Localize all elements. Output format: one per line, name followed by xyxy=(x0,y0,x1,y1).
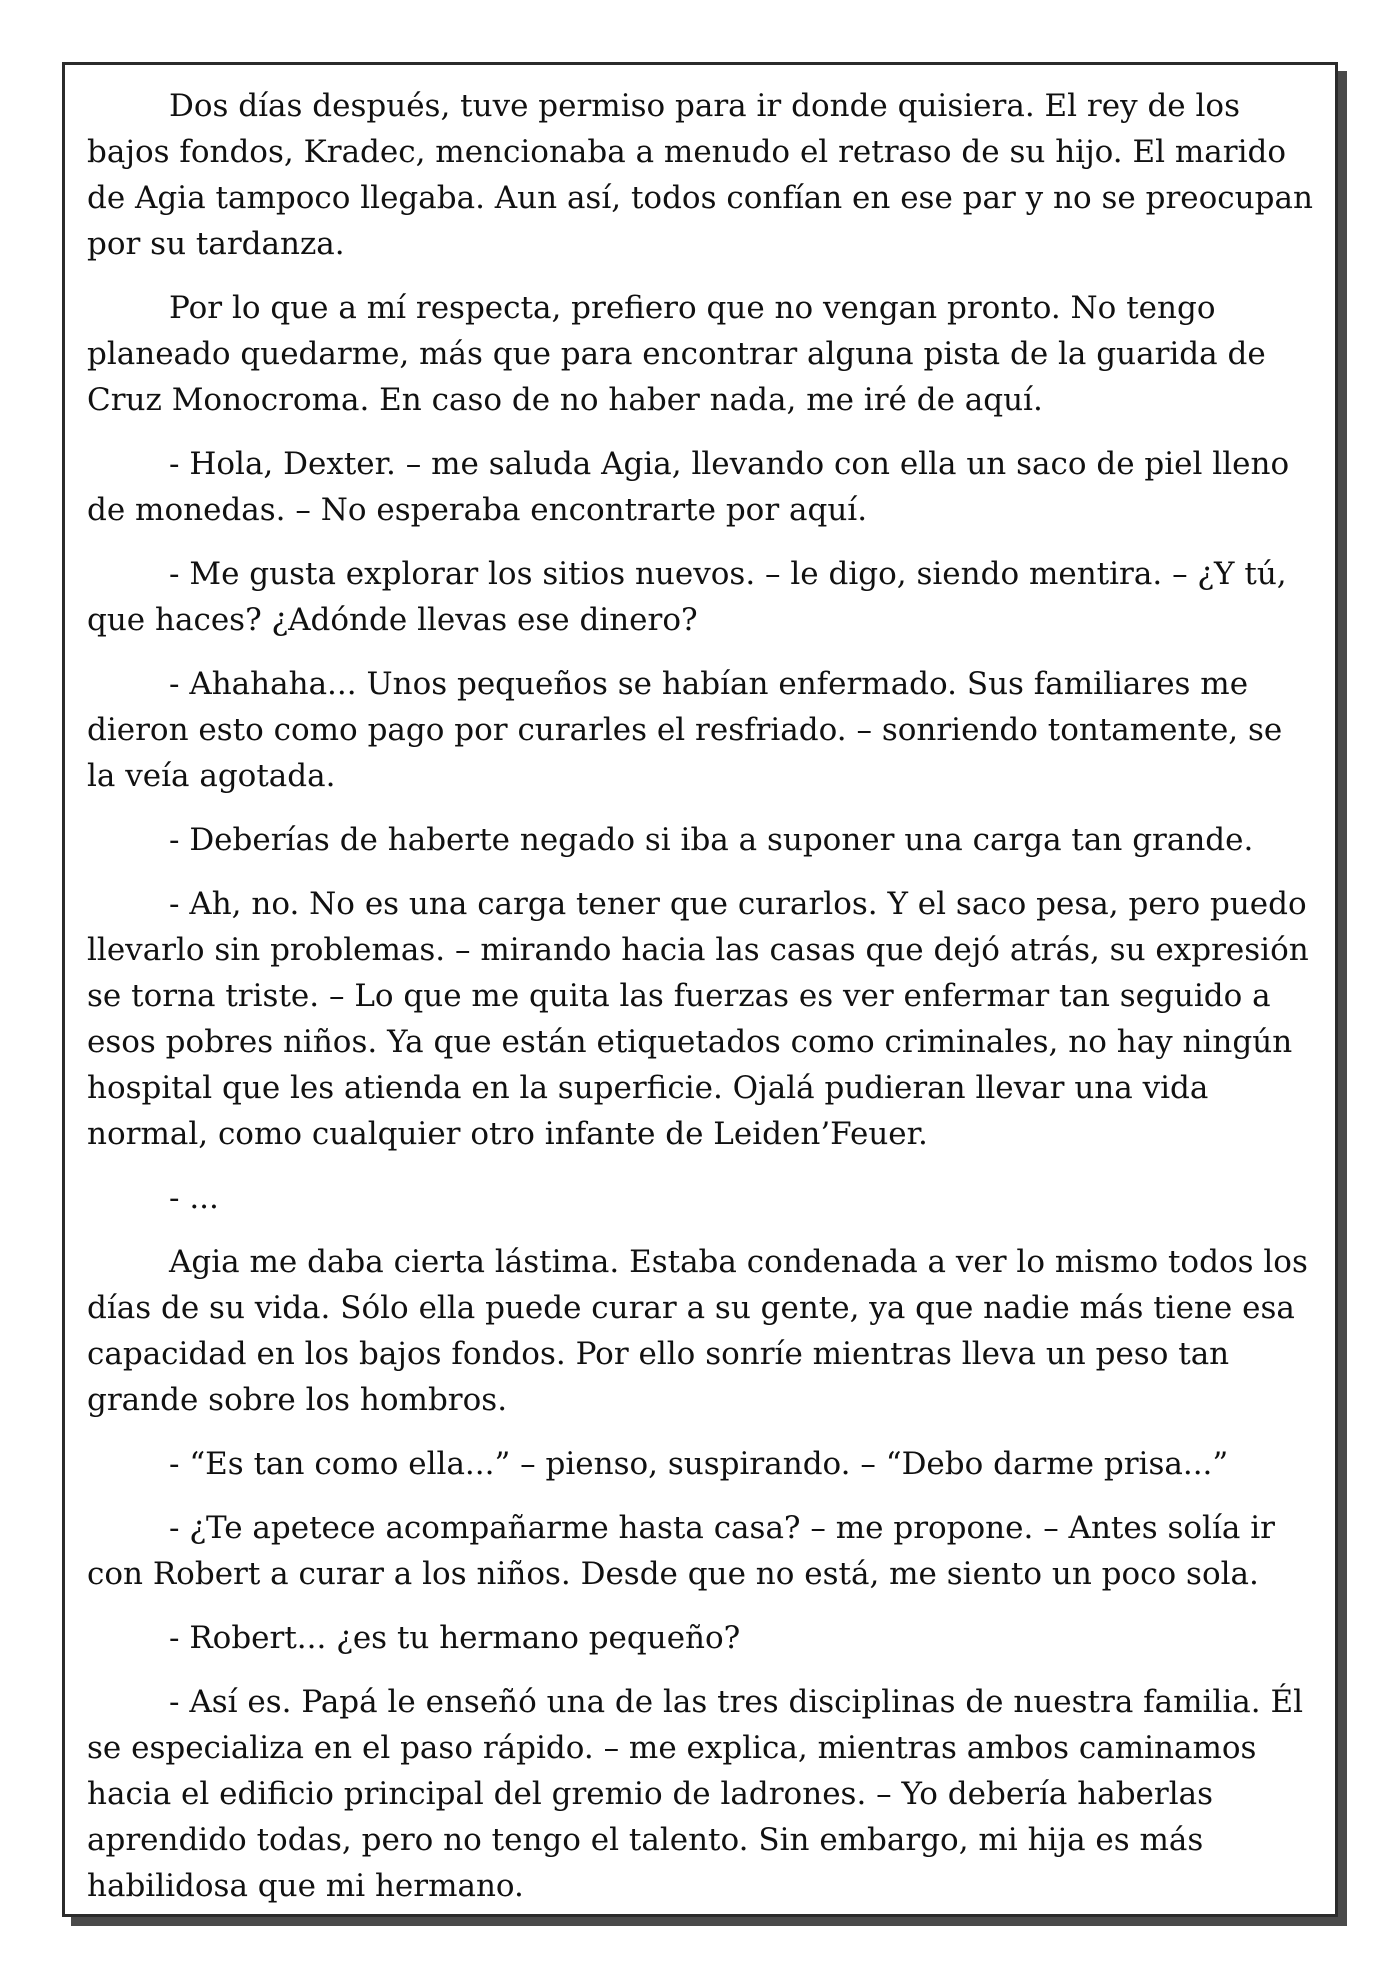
dialogue-paragraph: - Ah, no. No es una carga tener que curarlos. Y el saco pesa, pero puedo llevarlo sin problemas. – mirando hacia las casas que dejó atrás, su expresión se torna triste. – Lo que me quita las fuerzas es ver enfermar tan seguido a esos pobres niños. Ya que están etiquetados como criminales, no hay ningún hospital que les atienda en la superficie. Ojalá pudieran llevar una vida normal, como cualquier otro infante de Leiden’Feuer. xyxy=(87,886,1309,1152)
dialogue-paragraph: - Ahahaha... Unos pequeños se habían enfermado. Sus familiares me dieron esto como pago por curarles el resfriado. – sonriendo tontamente, se la veía agotada. xyxy=(87,666,1283,794)
document-body xyxy=(87,83,1313,1904)
dialogue-paragraph: - ¿Te apetece acompañarme hasta casa? – me propone. – Antes solía ir con Robert a curar a los niños. Desde que no está, me siento un poco sola. xyxy=(87,1510,1275,1592)
dialogue-paragraph: - Así es. Papá le enseñó una de las tres disciplinas de nuestra familia. Él se especializa en el paso rápido. – me explica, mientras ambos caminamos hacia el edificio principal del gremio de ladrones. – Yo debería haberlas aprendido todas, pero no tengo el talento. Sin embargo, mi hija es más habilidosa que mi hermano. xyxy=(87,1684,1303,1904)
paragraph: Agia me daba cierta lástima. Estaba condenada a ver lo mismo todos los días de su vida. Sólo ella puede curar a su gente, ya que nadie más tiene esa capacidad en los bajos fondos. Por ello sonríe mientras lleva un peso tan grande sobre los hombros. xyxy=(87,1244,1308,1418)
dialogue-paragraph: - Deberías de haberte negado si iba a suponer una carga tan grande. xyxy=(169,822,1254,858)
dialogue-paragraph: - ... xyxy=(169,1180,219,1216)
dialogue-paragraph: - “Es tan como ella...” – pienso, suspirando. – “Debo darme prisa...” xyxy=(169,1446,1229,1482)
page-frame xyxy=(62,62,1338,1917)
dialogue-paragraph: - Robert... ¿es tu hermano pequeño? xyxy=(169,1620,741,1656)
dialogue-paragraph: - Hola, Dexter. – me saluda Agia, llevando con ella un saco de piel lleno de monedas. – No esperaba encontrarte por aquí. xyxy=(87,446,1290,528)
paragraph: Por lo que a mí respecta, prefiero que no vengan pronto. No tengo planeado quedarme, más que para encontrar alguna pista de la guarida de Cruz Monocroma. En caso de no haber nada, me iré de aquí. xyxy=(87,290,1266,418)
dialogue-paragraph: - Me gusta explorar los sitios nuevos. – le digo, siendo mentira. – ¿Y tú, que haces? ¿Adónde llevas ese dinero? xyxy=(87,556,1287,638)
paragraph: Dos días después, tuve permiso para ir donde quisiera. El rey de los bajos fondos, Kradec, mencionaba a menudo el retraso de su hijo. El marido de Agia tampoco llegaba. Aun así, todos confían en ese par y no se preocupan por su tardanza. xyxy=(87,88,1313,262)
